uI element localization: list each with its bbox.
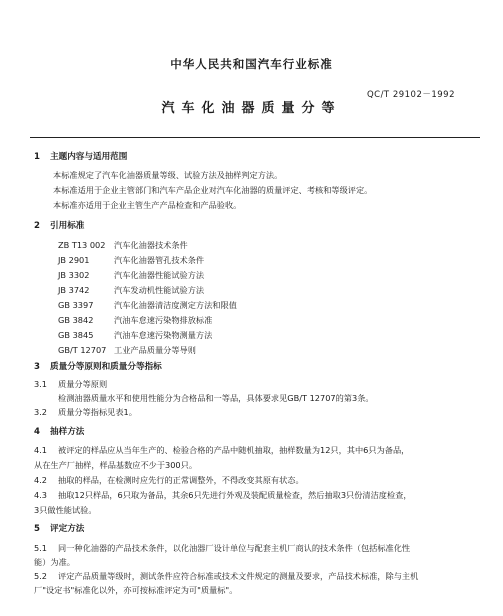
reference-item: GB 3845 汽油车怠速污染物测量方法: [58, 330, 213, 340]
reference-item: ZB T13 002 汽车化油器技术条件: [58, 240, 188, 250]
reference-item: JB 2901 汽车化油器管孔技术条件: [58, 255, 205, 265]
clause-3-1-text: 检测油器质量水平和使用性能分为合格品和一等品，具体要求见GB/T 12707的第3条。: [58, 393, 374, 403]
clause-5-1: 5.1 同一种化油器的产品技术条件，以化油器厂设计单位与配套主机厂商认的技术条件（包括标准化性: [34, 543, 411, 553]
clause-3-1: 3.1 质量分等原则: [34, 379, 108, 389]
header-divider: [30, 137, 480, 138]
section-1-para-2: 本标准适用于企业主管部门和汽车产品企业对汽车化油器的质量评定、考核和等级评定。: [53, 185, 373, 195]
reference-item: GB 3397 汽车化油器清洁度测定方法和限值: [58, 300, 237, 310]
clause-4-1: 4.1 被评定的样品应从当年生产的、检验合格的产品中随机抽取，抽样数量为12只，其中6只为备品，: [34, 445, 410, 455]
section-3-heading: 3 质量分等原则和质量分等指标: [34, 362, 162, 372]
reference-item: GB/T 12707 工业产品质量分等导则: [58, 345, 196, 355]
section-1-para-1: 本标准规定了汽车化油器质量等级、试验方法及抽样判定方法。: [53, 170, 283, 180]
clause-3-2: 3.2 质量分等指标见表1。: [34, 407, 137, 417]
section-1-heading: 1 主题内容与适用范围: [34, 152, 128, 162]
clause-5-2-cont: 厂"设定书"标准化以外，亦可按标准评定为可"质量标"。: [34, 585, 238, 595]
section-2-heading: 2 引用标准: [34, 221, 85, 231]
reference-item: JB 3302 汽车化油器性能试验方法: [58, 270, 205, 280]
document-title: 汽车化油器质量分等: [161, 101, 342, 116]
standard-type: 中华人民共和国汽车行业标准: [170, 57, 333, 71]
standard-code: QC/T 29102－1992: [366, 90, 455, 100]
reference-item: JB 3742 汽车发动机性能试验方法: [58, 285, 205, 295]
section-5-heading: 5 评定方法: [34, 524, 85, 534]
clause-5-1-cont: 能）为准。: [34, 557, 75, 567]
clause-4-3: 4.3 抽取12只样品，6只取为备品，其余6只先进行外观及装配质量检查，然后抽取3只份清洁度检查，: [34, 490, 412, 500]
clause-4-1-cont: 从在生产厂抽样，样品基数应不少于300只。: [34, 460, 198, 470]
clause-5-2: 5.2 评定产品质量等级时，测试条件应符合标准或技术文件规定的测量及要求，产品技术标准，除与主机: [34, 571, 419, 581]
clause-4-3-cont: 3只做性能试验。: [34, 505, 97, 515]
reference-item: GB 3842 汽油车怠速污染物排放标准: [58, 315, 213, 325]
section-4-heading: 4 抽样方法: [34, 427, 85, 437]
clause-4-2: 4.2 抽取的样品，在检测时应先行的正常调整外，不得改变其原有状态。: [34, 475, 304, 485]
section-1-para-3: 本标准亦适用于企业主管生产产品检查和产品验收。: [53, 200, 242, 210]
